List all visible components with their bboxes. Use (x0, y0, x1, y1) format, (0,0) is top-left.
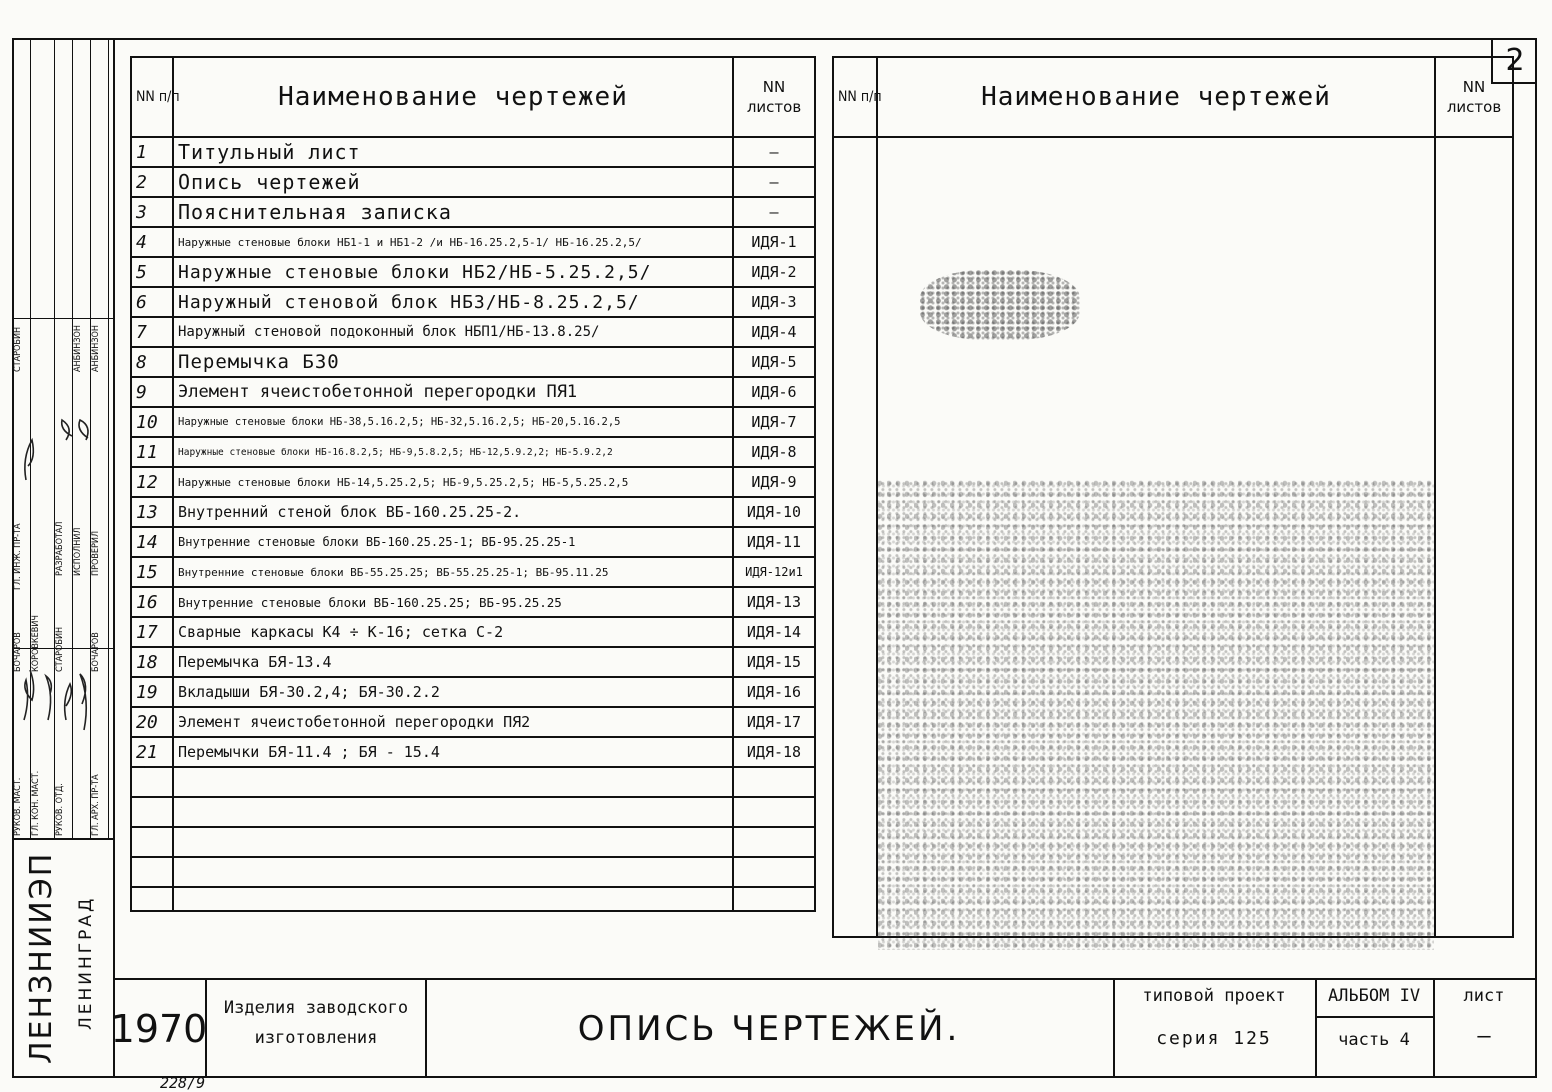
table-row: 12 Наружные стеновые блоки НБ-14,5.25.2,5; НБ-9,5.25.2,5; НБ-5,5.25.2,5 ИДЯ-9 (131, 467, 815, 497)
header-sheets-right: NN листов (1435, 57, 1513, 137)
staff-name-7: АНБИНЗОН (91, 325, 101, 372)
footer-mark: 228/9 (160, 1074, 206, 1092)
staff-role-8: ПРОВЕРИЛ (91, 530, 101, 576)
staff-role-7: ИСПОЛНИЛ (73, 527, 83, 576)
sheet-value: — (1477, 1024, 1491, 1049)
scan-noise-top (920, 270, 1080, 340)
table-row: 17 Сварные каркасы К4 ÷ К-16; сетка С-2 ИДЯ-14 (131, 617, 815, 647)
institute-name: ЛЕНЗНИИЭП (24, 851, 59, 1064)
staff-name-1: БОЧАРОВ (13, 632, 23, 672)
table-row: 11 Наружные стеновые блоки НБ-16.8.2,5; НБ-9,5.8.2,5; НБ-12,5.9.2,2; НБ-5.9.2,2 ИДЯ-8 (131, 437, 815, 467)
table-row: 2 Опись чертежей — (131, 167, 815, 197)
header-num: NN п/п (131, 57, 173, 137)
sheet-number: 2 (1491, 38, 1537, 84)
table-row: 18 Перемычка БЯ-13.4 ИДЯ-15 (131, 647, 815, 677)
series: серия 125 (1156, 1028, 1272, 1049)
table-row: 13 Внутренний стеной блок ВБ-160.25.25-2. ИДЯ-10 (131, 497, 815, 527)
table-row: 16 Внутренние стеновые блоки ВБ-160.25.25; ВБ-95.25.25 ИДЯ-13 (131, 587, 815, 617)
part: часть 4 (1338, 1030, 1410, 1050)
table-row-empty (131, 827, 815, 857)
staff-role-5: ГЛ. ИНЖ. ПР-ТА (13, 523, 23, 590)
table-row: 7 Наружный стеновой подоконный блок НБП1/НБ-13.8.25/ ИДЯ-4 (131, 317, 815, 347)
table-row: 3 Пояснительная записка — (131, 197, 815, 227)
header-name: Наименование чертежей (173, 57, 733, 137)
table-row: 5 Наружные стеновые блоки НБ2/НБ-5.25.2,5/ ИДЯ-2 (131, 257, 815, 287)
staff-name-2: КОРОВКЕВИЧ (31, 615, 41, 672)
table-row: 10 Наружные стеновые блоки НБ-38,5.16.2,5; НБ-32,5.16.2,5; НБ-20,5.16.2,5 ИДЯ-7 (131, 407, 815, 437)
table-row: 4 Наружные стеновые блоки НБ1-1 и НБ1-2 /и НБ-16.25.2,5-1/ НБ-16.25.2,5/ ИДЯ-1 (131, 227, 815, 257)
table-row: 8 Перемычка Б30 ИДЯ-5 (131, 347, 815, 377)
scan-noise (878, 480, 1434, 950)
header-num-right: NN п/п (833, 57, 877, 137)
table-row: 19 Вкладыши БЯ-30.2,4; БЯ-30.2.2 ИДЯ-16 (131, 677, 815, 707)
table-row: 15 Внутренние стеновые блоки ВБ-55.25.25; ВБ-55.25.25-1; ВБ-95.11.25 ИДЯ-12и1 (131, 557, 815, 587)
staff-name-4: БОЧАРОВ (91, 632, 101, 672)
document-title: ОПИСЬ ЧЕРТЕЖЕЙ. (577, 1009, 961, 1049)
product-type: Изделия заводского изготовления (223, 998, 409, 1048)
album: АЛЬБОМ IV (1327, 986, 1421, 1006)
table-row-empty (131, 857, 815, 887)
year: 1970 (110, 1007, 208, 1051)
table-row-empty (131, 767, 815, 797)
table-row: 14 Внутренние стеновые блоки ВБ-160.25.25-1; ВБ-95.25.25-1 ИДЯ-11 (131, 527, 815, 557)
table-row: 9 Элемент ячеистобетонной перегородки ПЯ1 ИДЯ-6 (131, 377, 815, 407)
title-block (110, 978, 1537, 1078)
staff-name-5: СТАРОБИН (13, 326, 23, 372)
header-sheets: NN листов (733, 57, 815, 137)
project-label: типовой проект (1142, 986, 1286, 1006)
staff-name-3: СТАРОБИН (55, 626, 65, 672)
staff-role-2: ГЛ. КОН. МАСТ. (31, 770, 41, 836)
sheet-label: лист (1463, 986, 1505, 1006)
staff-role-3: РУКОВ. ОТД. (55, 783, 65, 836)
table-row: 20 Элемент ячеистобетонной перегородки ПЯ2 ИДЯ-17 (131, 707, 815, 737)
city-name: ЛЕНИНГРАД (76, 895, 96, 1030)
staff-role-4: ГЛ. АРХ. ПР-ТА (91, 774, 101, 836)
table-row: 21 Перемычки БЯ-11.4 ; БЯ - 15.4 ИДЯ-18 (131, 737, 815, 767)
signatures (20, 420, 112, 780)
header-name-right: Наименование чертежей (877, 57, 1435, 137)
staff-role-1: РУКОВ. МАСТ. (13, 777, 23, 836)
staff-role-6: РАЗРАБОТАЛ (55, 521, 65, 576)
drawings-register-left (130, 56, 816, 912)
table-row-empty (131, 797, 815, 827)
table-row: 6 Наружный стеновой блок НБ3/НБ-8.25.2,5/ ИДЯ-3 (131, 287, 815, 317)
staff-name-6: АНБИНЗОН (73, 325, 83, 372)
table-row: 1 Титульный лист — (131, 137, 815, 167)
table-row-empty (131, 887, 815, 911)
